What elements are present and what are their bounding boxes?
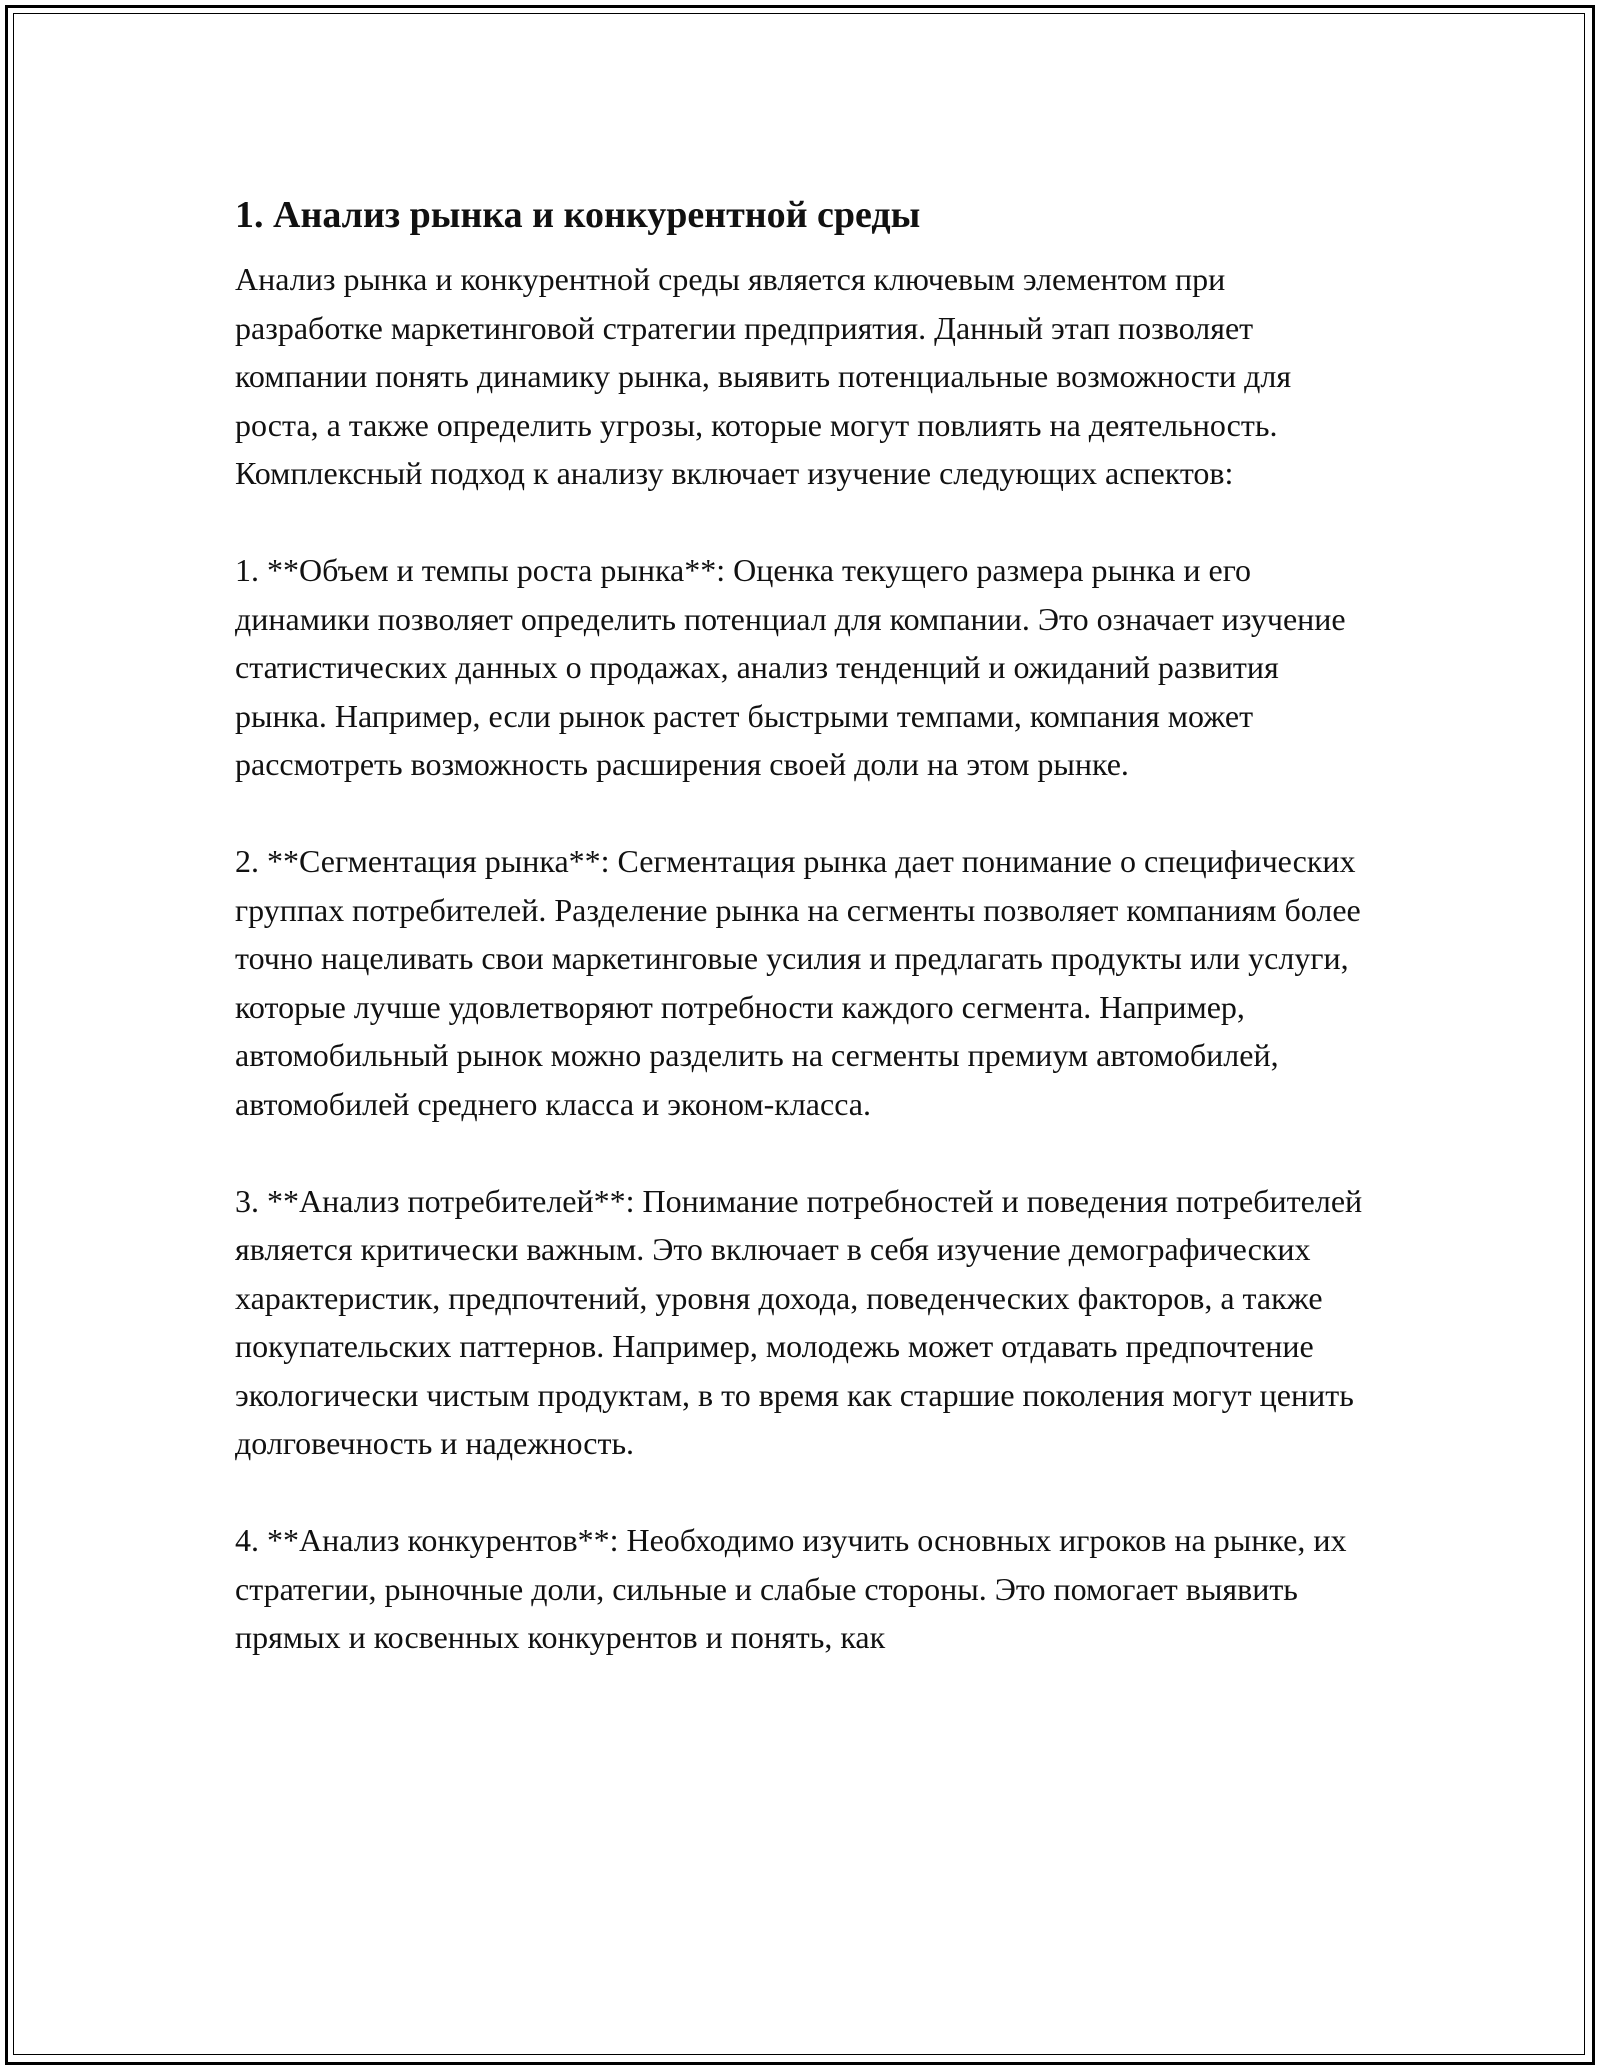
list-item-consumer-analysis: 3. **Анализ потребителей**: Понимание потребностей и поведения потребителей является критически важным. Это включает в себя изучение демографических характеристик, предпочтений, уровня дохода, поведенческих факторов, а также покупательских паттернов. Например, молодежь может отдавать предпочтение экологически чистым продуктам, в то время как старшие поколения могут ценить долговечность и надежность. (235, 1182, 1363, 1461)
list-item-market-size: 1. **Объем и темпы роста рынка**: Оценка текущего размера рынка и его динамики позволяет определить потенциал для компании. Это означает изучение статистических данных о продажах, анализ тенденций и ожиданий развития рынка. Например, если рынок растет быстрыми темпами, компания может рассмотреть возможность расширения своей доли на этом рынке. (235, 552, 1346, 782)
document-page (235, 185, 1375, 1662)
list-item-segmentation: 2. **Сегментация рынка**: Сегментация рынка дает понимание о специфических группах потребителей. Разделение рынка на сегменты позволяет компаниям более точно нацеливать свои маркетинговые усилия и предлагать продукты или услуги, которые лучше удовлетворяют потребности каждого сегмента. Например, автомобильный рынок можно разделить на сегменты премиум автомобилей, автомобилей среднего класса и эконом-класса. (235, 843, 1361, 1122)
section-heading: 1. Анализ рынка и конкурентной среды (235, 194, 921, 236)
intro-paragraph: Анализ рынка и конкурентной среды является ключевым элементом при разработке маркетинговой стратегии предприятия. Данный этап позволяет компании понять динамику рынка, выявить потенциальные возможности для роста, а также определить угрозы, которые могут повлиять на деятельность. Комплексный подход к анализу включает изучение следующих аспектов: (235, 261, 1292, 491)
list-item-competitor-analysis: 4. **Анализ конкурентов**: Необходимо изучить основных игроков на рынке, их стратегии, рыночные доли, сильные и слабые стороны. Это помогает выявить прямых и косвенных конкурентов и понять, как (235, 1522, 1347, 1655)
